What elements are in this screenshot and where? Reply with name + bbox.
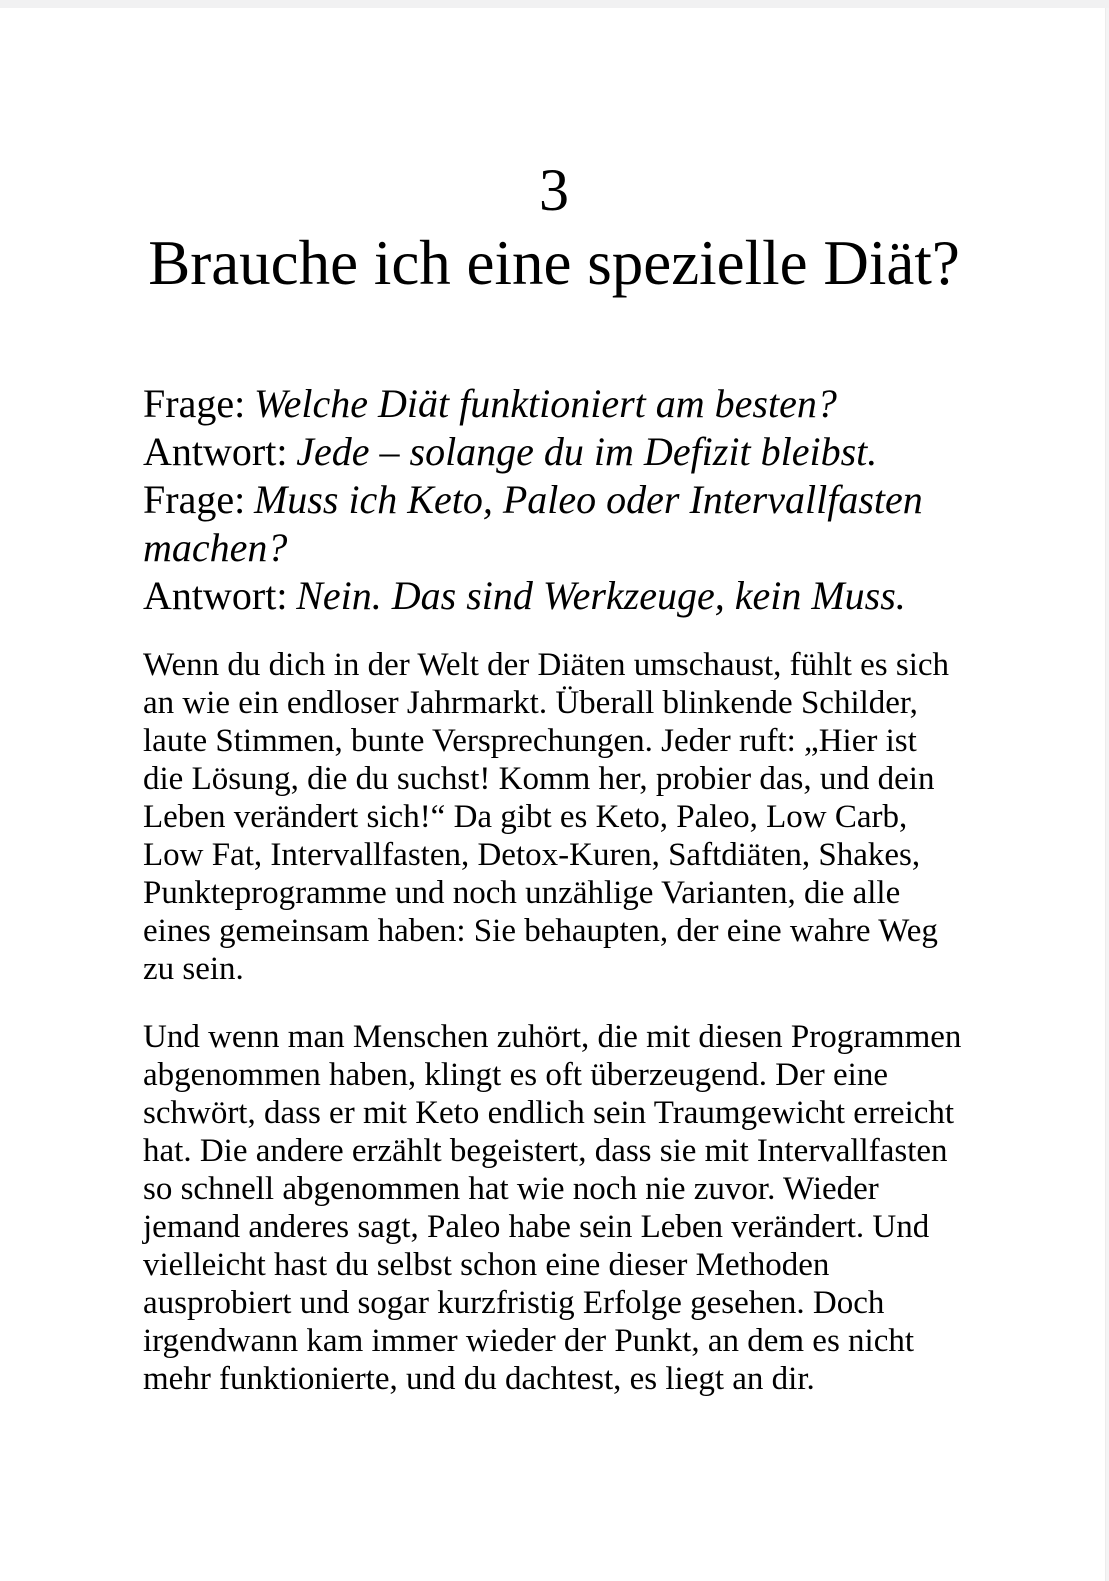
qa-text: Welche Diät funktioniert am besten? [253,381,837,427]
qa-text: Muss ich Keto, Paleo oder Intervallfasten machen? [143,477,923,571]
qa-text: Jede – solange du im Defizit bleibst. [296,429,878,475]
body-paragraph-1: Wenn du dich in der Welt der Diäten umschaust, fühlt es sich an wie ein endloser Jahrmarkt. Überall blinkende Schilder, laute Stimmen, bunte Versprechungen. Jeder ruft: „Hier ist die Lösung, die du suchst! Komm her, probier das, und dein Leben verändert sich!“ Da gibt es Keto, Paleo, Low Carb, Low Fat, Intervallfasten, Detox-Kuren, Saftdiäten, Shakes, Punkteprogramme und noch unzählige Varianten, die alle eines gemeinsam haben: Sie behaupten, der eine wahre Weg zu sein. [143,647,950,988]
qa-label: Antwort: [143,429,288,475]
qa-line-answer-2 [143,572,965,620]
qa-label: Frage: [143,381,246,427]
qa-text: Nein. Das sind Werkzeuge, kein Muss. [296,573,906,619]
qa-label: Antwort: [143,573,288,619]
chapter-title: Brauche ich eine spezielle Diät? [148,228,960,298]
qa-line-answer-1 [143,428,965,476]
top-edge-strip [0,0,1109,8]
chapter-number: 3 [539,157,569,223]
qa-line-question-2 [143,476,965,572]
book-page [0,8,1109,1398]
qa-label: Frage: [143,477,246,523]
qa-line-question-1 [143,380,965,428]
body-paragraph-2: Und wenn man Menschen zuhört, die mit diesen Programmen abgenommen haben, klingt es oft überzeugend. Der eine schwört, dass er mit Keto endlich sein Traumgewicht erreicht hat. Die andere erzählt begeistert, dass sie mit Intervallfasten so schnell abgenommen hat wie noch nie zuvor. Wieder jemand anderes sagt, Paleo habe sein Leben verändert. Und vielleicht hast du selbst schon eine dieser Methoden ausprobiert und sogar kurzfristig Erfolge gesehen. Doch irgendwann kam immer wieder der Punkt, an dem es nicht mehr funktionierte, und du dachtest, es liegt an dir. [143,1019,962,1398]
qa-block [143,380,965,620]
